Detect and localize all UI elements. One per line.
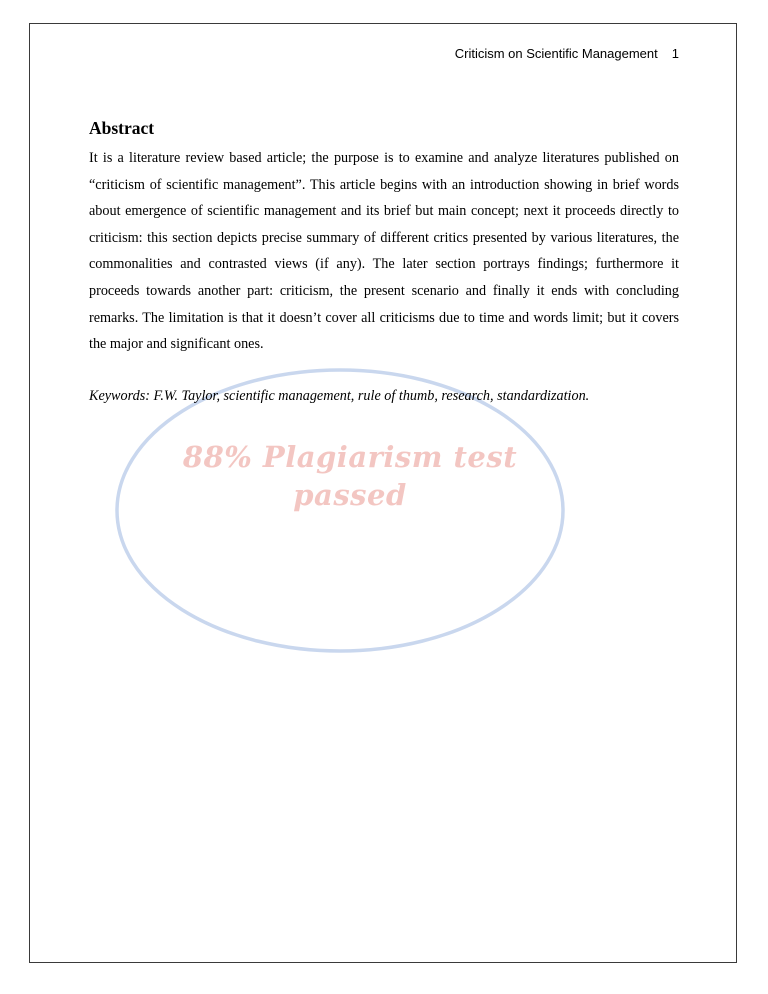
watermark-line-1: 88% Plagiarism test — [182, 440, 518, 474]
document-body — [89, 118, 679, 406]
watermark-line-2: passed — [293, 478, 407, 512]
running-header — [455, 46, 679, 61]
abstract-heading: Abstract — [89, 118, 155, 138]
watermark-stamp — [150, 438, 550, 514]
running-title: Criticism on Scientific Management — [454, 46, 658, 61]
page-number: 1 — [671, 46, 679, 61]
keywords-line: Keywords: F.W. Taylor, scientific management, rule of thumb, research, standardization. — [89, 387, 590, 404]
abstract-paragraph: It is a literature review based article; the purpose is to examine and analyze literatures published on “criticism of scientific management”. This article begins with an introduction showing in brief words about emergence of scientific management and its brief but main concept; next it proceeds directly to criticism: this section depicts precise summary of different critics presented by various literatures, the commonalities and contrasted views (if any). The later section portrays findings; furthermore it proceeds towards another part: criticism, the present scenario and finally it ends with concluding remarks. The limitation is that it doesn’t cover all criticisms due to time and words limit; but it covers the major and significant ones. — [89, 150, 679, 353]
